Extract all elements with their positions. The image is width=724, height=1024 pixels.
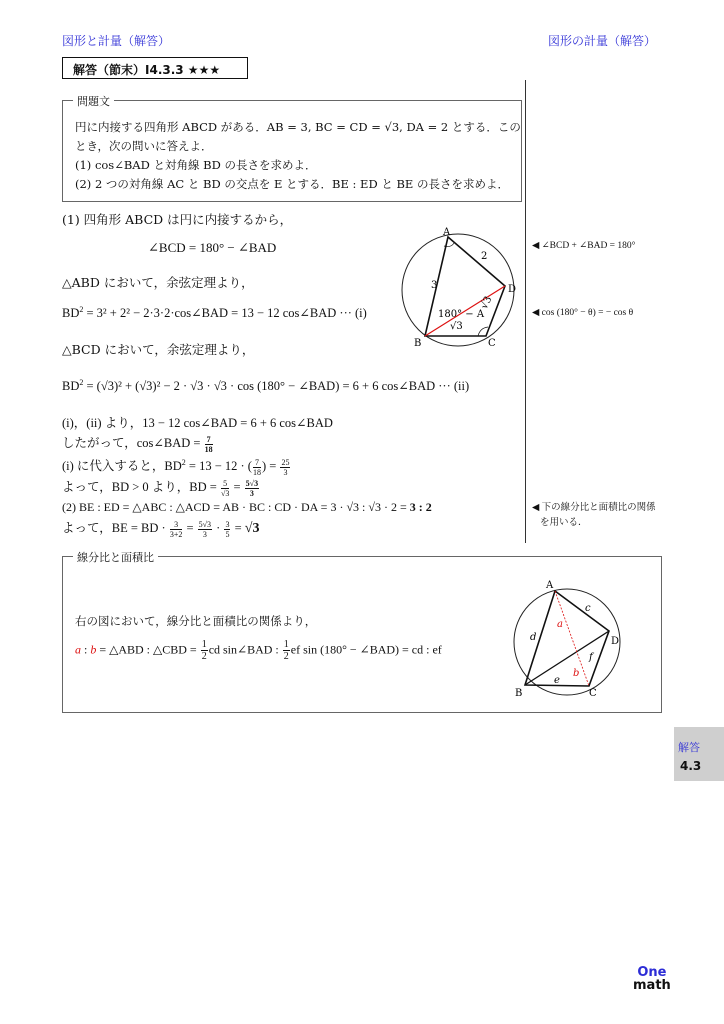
label-b2: B <box>515 688 523 699</box>
label-c2: C <box>589 688 597 699</box>
label-d2: D <box>611 636 620 647</box>
side-tab-number: 4.3 <box>680 759 702 773</box>
sol-line-2: ∠BCD = 180° − ∠BAD <box>148 240 277 255</box>
fraction <box>198 520 212 539</box>
problem-line-2: とき，次の問いに答えよ． <box>75 139 213 153</box>
var-a: a <box>75 642 81 657</box>
label-ab: 3 <box>431 280 438 291</box>
denominator: 3 <box>249 488 254 498</box>
text: = <box>183 521 197 535</box>
fraction-half <box>283 639 290 662</box>
label-a-len: a <box>557 619 563 630</box>
denominator: 18 <box>252 467 261 477</box>
sol-line-11 <box>62 500 432 515</box>
text: (i) に代入すると，BD <box>62 459 182 473</box>
denominator: 3 <box>283 467 288 477</box>
label-f-len: f <box>589 652 593 663</box>
label-cd: √3 <box>479 294 495 311</box>
problem-line-4: (2) 2 つの対角線 AC と BD の交点を E とする．BE : ED と BE の長さを求めよ． <box>75 177 509 191</box>
text: (2) BE : ED = △ABC : △ACD = AB · BC : CD · DA = 3 · √3 : √3 · 2 = <box>62 500 410 514</box>
sol-line-7: (i)，(ii) より，13 − 12 cos∠BAD = 6 + 6 cos∠BAD <box>62 416 333 430</box>
side-tab <box>674 727 724 781</box>
exp: 2 <box>79 378 84 387</box>
numerator: 25 <box>281 457 290 467</box>
sol-line-10 <box>62 477 260 498</box>
exp: 2 <box>181 457 186 467</box>
problem-line-3: (1) cos∠BAD と対角線 BD の長さを求めよ． <box>75 158 317 172</box>
fraction <box>253 458 261 477</box>
label-ad: 2 <box>481 251 488 262</box>
fraction <box>245 479 259 498</box>
text: = 13 − 12 · ( <box>185 459 252 473</box>
fraction-half <box>201 639 208 662</box>
sol-line-5: △BCD において，余弦定理より， <box>62 342 255 357</box>
side-tab-label: 解答 <box>678 741 700 754</box>
sol-line-12 <box>62 518 259 539</box>
fraction <box>170 520 183 539</box>
label-c-len: c <box>585 603 591 614</box>
sol-line-3: △ABD において，余弦定理より， <box>62 275 254 290</box>
sol-line-6 <box>62 378 469 394</box>
diagonal-bd-2 <box>525 631 609 685</box>
fraction <box>280 458 290 477</box>
bd-text: BD <box>62 306 80 321</box>
problem-legend: 問題文 <box>73 93 114 109</box>
logo-line-1: One <box>637 965 667 980</box>
problem-box <box>62 95 522 202</box>
logo <box>633 966 671 992</box>
sol-line-8 <box>62 433 214 454</box>
numerator: 7 <box>254 457 259 467</box>
side-note-1: ◀ ∠BCD + ∠BAD = 180° <box>532 241 636 251</box>
label-a: A <box>443 227 451 238</box>
title-box: 解答（節末）I4.3.3 ★★★ <box>62 57 248 79</box>
text: よって，BD > 0 より，BD = <box>62 480 220 494</box>
problem-line-1: 円に内接する四角形 ABCD がある．AB = 3, BC = CD = √3, DA = 2 とする．この <box>75 120 521 134</box>
text: = △ABD : △CBD = <box>96 642 200 657</box>
denominator: 2 <box>201 651 207 662</box>
label-b: B <box>414 338 422 349</box>
fraction <box>221 479 229 498</box>
side-note-3a: ◀ 下の線分比と面積比の関係 <box>532 503 656 513</box>
answer-ratio: 3 : 2 <box>409 500 432 514</box>
label-e-len: e <box>554 675 560 686</box>
side-note-2: ◀ cos (180° − θ) = − cos θ <box>532 308 634 318</box>
fraction <box>205 435 213 454</box>
logo-line-2: math <box>633 978 671 993</box>
numerator: 1 <box>283 639 289 650</box>
diagonal-ac-2 <box>555 591 589 686</box>
figure-cyclic-quadrilateral <box>396 226 526 350</box>
label-bc: √3 <box>450 321 463 332</box>
exp: 2 <box>79 305 84 314</box>
text: ef sin (180° − ∠BAD) = cd : ef <box>290 642 442 657</box>
label-b-len: b <box>573 668 580 679</box>
text: したがって，cos∠BAD = <box>62 436 204 450</box>
denominator: 18 <box>204 444 213 454</box>
numerator: 5√3 <box>245 478 259 488</box>
ratio-equation <box>75 639 442 662</box>
numerator: 1 <box>201 639 207 650</box>
text: よって，BE = BD · <box>62 521 169 535</box>
denominator: √3 <box>220 488 230 498</box>
sol-line-1: (1) 四角形 ABCD は円に内接するから， <box>62 212 293 227</box>
text: = <box>230 480 244 494</box>
label-angle-c: 180° − A <box>438 309 485 320</box>
label-d-len: d <box>530 632 537 643</box>
sol-line-4 <box>62 305 367 321</box>
figure-ratio <box>505 578 635 700</box>
numerator: 3 <box>225 519 230 529</box>
denominator: 5 <box>225 529 230 539</box>
bd-text: BD <box>62 379 80 394</box>
ratio-line-1: 右の図において，線分比と面積比の関係より， <box>75 614 317 628</box>
denominator: 3+2 <box>169 529 183 539</box>
header-left: 図形と計量（解答） <box>62 34 171 48</box>
text: cd sin∠BAD : <box>208 642 282 657</box>
eq-ii: = (√3)² + (√3)² − 2 · √3 · √3 · cos (180° − ∠BAD) = 6 + 6 cos∠BAD ··· (ii) <box>83 379 470 394</box>
text: = <box>231 521 245 535</box>
denominator: 2 <box>283 651 289 662</box>
answer-be: √3 <box>244 521 260 536</box>
text: ) = <box>261 459 280 473</box>
numerator: 7 <box>206 434 211 444</box>
label-d: D <box>508 284 517 295</box>
numerator: 5√3 <box>198 519 212 529</box>
header-right: 図形の計量（解答） <box>547 34 656 48</box>
denominator: 3 <box>202 529 207 539</box>
fraction <box>224 520 230 539</box>
eq-i: = 3² + 2² − 2·3·2·cos∠BAD = 13 − 12 cos∠BAD ··· (i) <box>83 306 367 321</box>
label-c: C <box>488 338 496 349</box>
text: · <box>213 521 224 535</box>
colon: : <box>81 642 91 657</box>
ratio-legend: 線分比と面積比 <box>73 549 158 565</box>
numerator: 5 <box>221 479 229 489</box>
sol-line-9 <box>62 456 291 477</box>
var-b: b <box>90 642 97 657</box>
label-a2: A <box>546 580 554 591</box>
side-note-3b: を用いる． <box>540 518 588 528</box>
numerator: 3 <box>170 520 183 530</box>
